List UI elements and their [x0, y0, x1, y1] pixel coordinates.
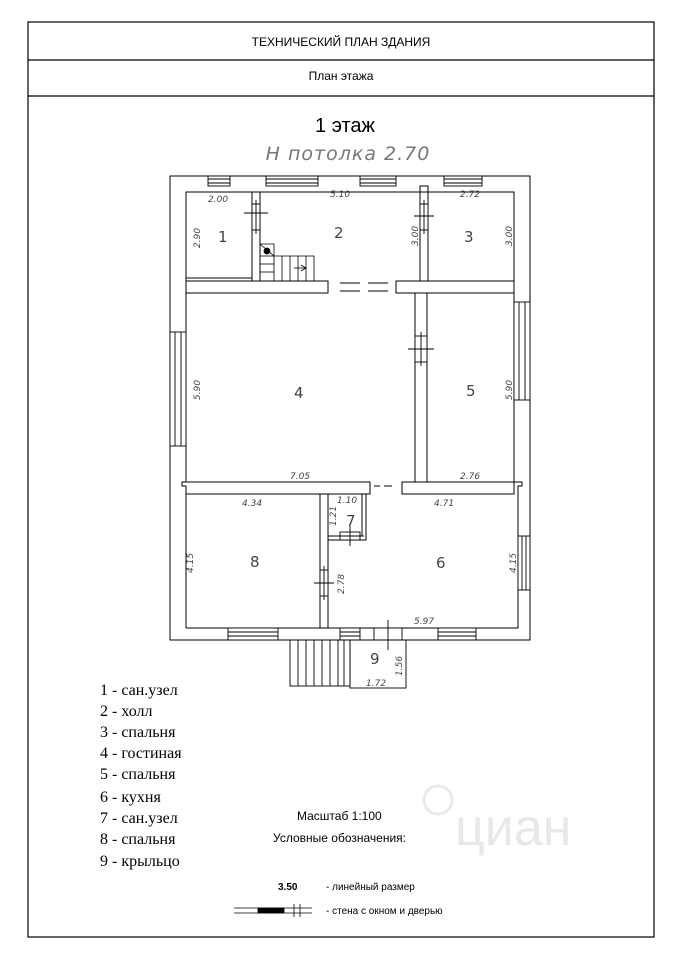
dim-room1-height: 2.90 — [193, 227, 203, 248]
room-list-item: 5 - спальня — [100, 766, 176, 783]
legend-dimension-label: - линейный размер — [326, 882, 415, 893]
room-number-2: 2 — [334, 224, 344, 242]
room-list-item: 1 - сан.узел — [100, 682, 178, 699]
room-number-8: 8 — [250, 553, 260, 571]
room-list-item: 2 - холл — [100, 703, 153, 720]
room-list-item: 8 - спальня — [100, 831, 176, 848]
openings — [340, 283, 392, 486]
dim-room4-width: 7.05 — [290, 472, 311, 482]
watermark-text: циан — [455, 799, 572, 857]
dim-room6-length: 5.97 — [414, 617, 435, 627]
legend-title: Условные обозначения: — [273, 831, 406, 845]
sheet-title: ТЕХНИЧЕСКИЙ ПЛАН ЗДАНИЯ — [251, 35, 431, 49]
floor-title: 1 этаж — [315, 115, 375, 137]
ceiling-height: Н потолка 2.70 — [265, 143, 431, 165]
room-list-item: 9 - крыльцо — [100, 853, 180, 870]
room-list-item: 4 - гостиная — [100, 745, 182, 762]
room-list-item: 3 - спальня — [100, 724, 176, 741]
dim-room6-height: 4.15 — [509, 552, 519, 573]
dimension-labels — [186, 190, 519, 689]
legend-wall-label: - стена с окном и дверью — [326, 906, 443, 917]
dim-room1-width: 2.00 — [208, 195, 229, 205]
room-number-1: 1 — [218, 228, 228, 246]
dim-room3-height: 3.00 — [505, 225, 515, 246]
dim-room6-height-inner: 2.78 — [337, 573, 347, 594]
room-number-5: 5 — [466, 382, 476, 400]
dim-room2-height: 3.00 — [411, 225, 421, 246]
dim-room7-width: 1.10 — [337, 496, 358, 506]
dim-room8-height: 4.15 — [186, 552, 196, 573]
porch — [290, 640, 406, 688]
room-number-9: 9 — [370, 650, 380, 668]
staircase — [260, 244, 314, 281]
dim-room7-height: 1.21 — [329, 505, 339, 526]
room-list — [100, 682, 182, 870]
room-list-item: 7 - сан.узел — [100, 810, 178, 827]
dim-room4-height: 5.90 — [193, 379, 203, 400]
dim-room3-width: 2.72 — [460, 190, 481, 200]
dim-room8-width: 4.34 — [242, 499, 263, 509]
dim-room5-width: 2.76 — [460, 472, 481, 482]
sheet-subtitle: План этажа — [308, 69, 374, 83]
room-number-3: 3 — [464, 228, 474, 246]
room-number-4: 4 — [294, 384, 304, 402]
dim-room6-width: 4.71 — [434, 499, 455, 509]
scale-label: Масштаб 1:100 — [297, 809, 382, 823]
legend-wall-symbol — [234, 904, 312, 917]
room-number-7: 7 — [346, 512, 356, 530]
room-number-6: 6 — [436, 554, 446, 572]
dim-room5-height: 5.90 — [505, 379, 515, 400]
watermark — [424, 786, 571, 857]
dim-porch-width: 1.72 — [366, 679, 387, 689]
room-list-item: 6 - кухня — [100, 789, 161, 806]
dim-room2-width: 5.10 — [330, 190, 351, 200]
legend-dimension-sample: 3.50 — [278, 882, 298, 893]
dim-porch-depth: 1.56 — [395, 655, 405, 676]
